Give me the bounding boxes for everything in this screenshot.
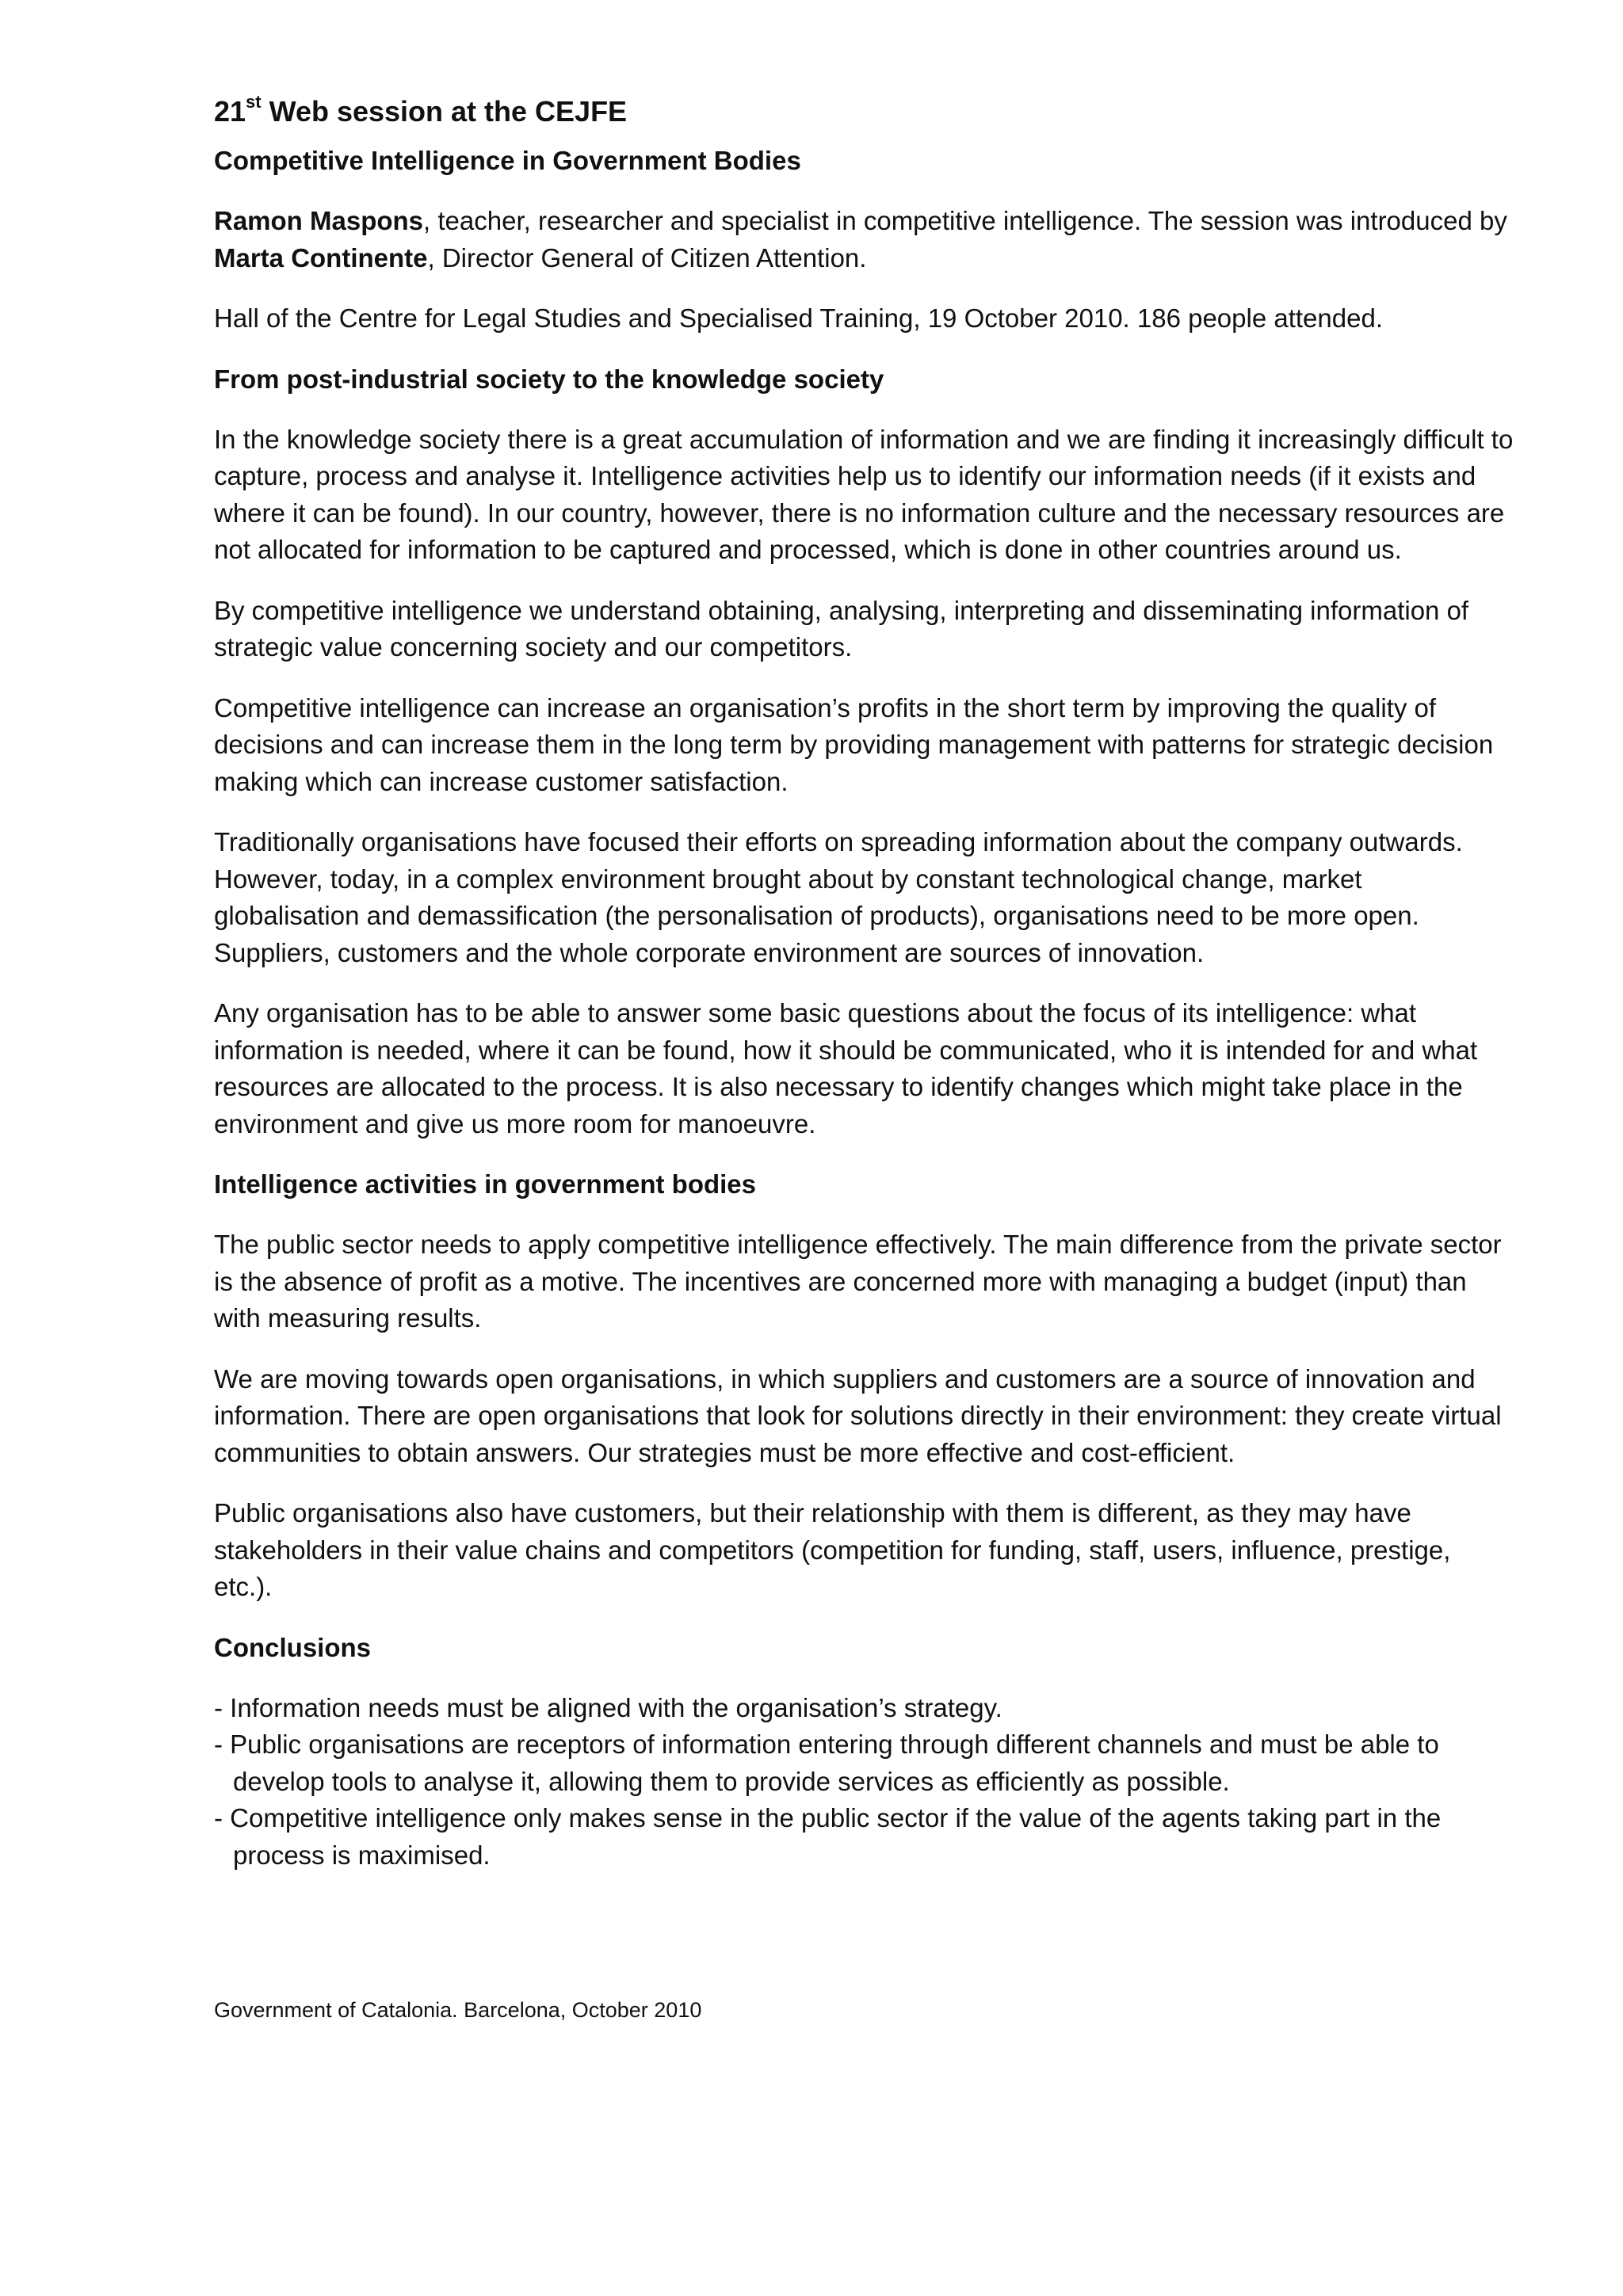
page-footer: Government of Catalonia. Barcelona, October 2010 (214, 1998, 702, 2022)
body-paragraph: We are moving towards open organisations, in which suppliers and customers are a source of innovation and information. There are open organisations that look for solutions directly in their environment: they create virtual communities to obtain answers. Our strategies must be more effective and cost-efficient. (214, 1363, 1502, 1467)
venue-paragraph: Hall of the Centre for Legal Studies and Specialised Training, 19 October 2010. 186 people attended. (214, 303, 1383, 333)
title-number: 21 (214, 95, 246, 128)
page-title (214, 89, 1514, 135)
conclusion-item: - Competitive intelligence only makes sense in the public sector if the value of the agents taking part in the process is maximised. (214, 1803, 1442, 1870)
section-heading-knowledge-society: From post-industrial society to the knowledge society (214, 364, 884, 394)
document-body (214, 89, 1514, 1874)
body-paragraph: Any organisation has to be able to answer some basic questions about the focus of its intelligence: what information is needed, where it can be found, how it should be communicated, who it is intended for and what resources are allocated to the process. It is also necessary to identify changes which might take place in the environment and give us more room for manoeuvre. (214, 998, 1478, 1138)
conclusions-list (214, 1690, 1514, 1875)
document-subtitle: Competitive Intelligence in Government Bodies (214, 146, 801, 175)
body-paragraph: In the knowledge society there is a great accumulation of information and we are finding it increasingly difficult to capture, process and analyse it. Intelligence activities help us to identify our information needs (if it exists and where it can be found). In our country, however, there is no information culture and the necessary resources are not allocated for information to be captured and processed, which is done in other countries around us. (214, 424, 1514, 564)
body-paragraph: Public organisations also have customers, but their relationship with them is different, as they may have stakeholders in their value chains and competitors (competition for funding, staff, users, influence, prestige, etc.). (214, 1498, 1451, 1601)
intro-paragraph (214, 203, 1514, 277)
section-heading-government-bodies: Intelligence activities in government bodies (214, 1169, 757, 1199)
body-paragraph: By competitive intelligence we understand obtaining, analysing, interpreting and disseminating information of strategic value concerning society and our competitors. (214, 595, 1469, 662)
title-ordinal-suffix: st (246, 92, 262, 112)
introducer-description: , Director General of Citizen Attention. (427, 242, 867, 273)
introducer-name: Marta Continente (214, 242, 428, 273)
conclusion-item: - Public organisations are receptors of information entering through different channels and must be able to develop tools to analyse it, allowing them to provide services as efficiently as possible. (214, 1730, 1439, 1796)
section-heading-conclusions: Conclusions (214, 1632, 372, 1662)
body-paragraph: Traditionally organisations have focused their efforts on spreading information about the company outwards. However, today, in a complex environment brought about by constant technological change, market globalisation and demassification (the personalisation of products), organisations need to be more open. Suppliers, customers and the whole corporate environment are sources of innovation. (214, 827, 1463, 967)
conclusion-item: - Information needs must be aligned with the organisation’s strategy. (214, 1692, 1002, 1722)
body-paragraph: Competitive intelligence can increase an organisation’s profits in the short term by improving the quality of decisions and can increase them in the long term by providing management with patterns for strategic decision making which can increase customer satisfaction. (214, 692, 1494, 796)
speaker-name: Ramon Maspons (214, 206, 424, 235)
speaker-description: , teacher, researcher and specialist in competitive intelligence. The session was introduced by (423, 206, 1507, 235)
title-text: Web session at the CEJFE (261, 95, 628, 128)
body-paragraph: The public sector needs to apply competitive intelligence effectively. The main difference from the private sector is the absence of profit as a motive. The incentives are concerned more with managing a budget (input) than with measuring results. (214, 1230, 1502, 1333)
